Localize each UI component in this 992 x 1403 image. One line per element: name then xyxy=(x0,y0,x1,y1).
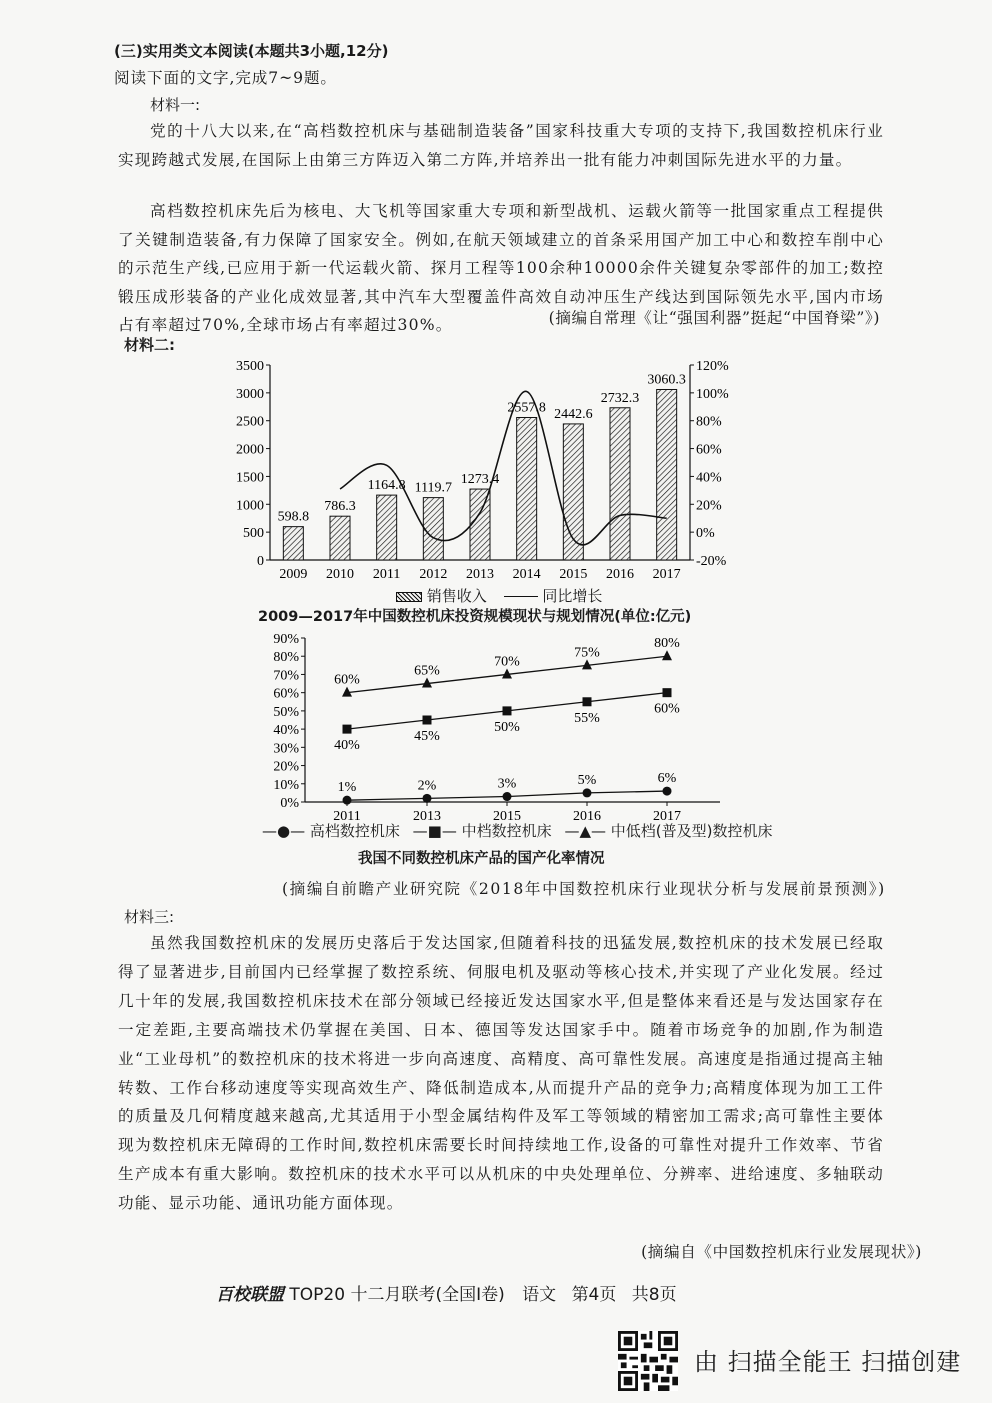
material3-label: 材料三: xyxy=(124,908,175,926)
scanner-watermark-text: 由 扫描全能王 扫描创建 xyxy=(694,1348,962,1376)
page-number: 第4页 xyxy=(571,1285,617,1305)
x-tick-label: 2011 xyxy=(333,809,361,824)
bar-value-label: 1164.8 xyxy=(367,478,406,494)
x-tick-label: 2012 xyxy=(419,567,448,582)
point-label: 50% xyxy=(494,719,520,735)
legend-sales: 销售收入 xyxy=(426,587,487,605)
bar xyxy=(610,408,630,560)
bar-value-label: 1119.7 xyxy=(414,480,453,496)
legend-high-end: 高档数控机床 xyxy=(309,822,400,840)
subject: 语文 xyxy=(522,1285,557,1305)
y-tick-label: 30% xyxy=(273,741,299,757)
instruction: 阅读下面的文字,完成7~9题。 xyxy=(114,69,337,87)
x-tick-label: 2011 xyxy=(372,567,401,582)
bar xyxy=(330,516,350,560)
bar xyxy=(377,495,397,560)
sales-growth-chart xyxy=(220,355,760,585)
square-marker xyxy=(583,697,592,706)
circle-marker xyxy=(343,796,352,805)
x-tick-label: 2013 xyxy=(413,809,441,824)
triangle-marker xyxy=(662,650,672,660)
y-tick-label: 3000 xyxy=(236,386,264,402)
brand-logo: 百校联盟 xyxy=(216,1285,284,1305)
point-label: 60% xyxy=(334,672,360,688)
square-marker xyxy=(423,716,432,725)
y2-tick-label: 60% xyxy=(696,442,722,458)
bar-value-label: 786.3 xyxy=(324,499,356,515)
y-tick-label: 60% xyxy=(273,686,299,702)
y2-tick-label: 20% xyxy=(696,498,722,514)
material1-paragraph-2: 高档数控机床先后为核电、大飞机等国家重大专项和新型战机、运载火箭等一批国家重点工程提供了关键制造装备,有力保障了国家安全。例如,在航天领域建立的首条采用国产加工中心和数控车削中心的示范生产线,已应用于新一代运载火箭、探月工程等100余种10000余件关键复杂零部件的加工;数控锻压成形装备的产业化成效显著,其中汽车大型覆盖件高效自动冲压生产线达到国际领先水平,国内市场占有率超过70%,全球市场占有率超过30%。 xyxy=(118,202,884,335)
exam-name: TOP20 十二月联考(全国Ⅰ卷) xyxy=(289,1285,505,1305)
point-label: 80% xyxy=(654,636,680,652)
y2-tick-label: -20% xyxy=(696,554,727,569)
point-label: 1% xyxy=(337,780,357,796)
x-tick-label: 2016 xyxy=(606,567,634,582)
y2-tick-label: 80% xyxy=(696,414,722,430)
legend-mid-end: 中档数控机床 xyxy=(461,822,552,840)
x-tick-label: 2015 xyxy=(493,809,521,824)
localization-rate-chart xyxy=(250,628,730,828)
page-footer xyxy=(216,1280,677,1305)
x-tick-label: 2017 xyxy=(653,809,681,824)
bar xyxy=(423,498,443,560)
point-label: 75% xyxy=(574,645,600,661)
legend-triangle-marker-icon: —▲— xyxy=(564,822,606,840)
material3-source: (摘编自《中国数控机床行业发展现状》) xyxy=(641,1243,922,1261)
bar-value-label: 2442.6 xyxy=(554,406,593,422)
point-label: 55% xyxy=(574,710,600,726)
legend-square-marker-icon: —■— xyxy=(412,822,457,840)
circle-marker xyxy=(663,787,672,796)
y2-tick-label: 100% xyxy=(696,386,729,402)
circle-marker xyxy=(583,788,592,797)
legend-circle-marker-icon: —●— xyxy=(262,822,306,840)
point-label: 45% xyxy=(414,729,440,744)
point-label: 40% xyxy=(334,738,360,754)
x-tick-label: 2015 xyxy=(559,567,588,582)
y-tick-label: 3500 xyxy=(236,359,264,374)
page-total: 共8页 xyxy=(631,1285,677,1305)
chart2-legend xyxy=(262,820,772,841)
y2-tick-label: 40% xyxy=(696,470,722,486)
y2-tick-label: 120% xyxy=(696,359,729,374)
material1-paragraph-1: 党的十八大以来,在“高档数控机床与基础制造装备”国家科技重大专项的支持下,我国数控机床行业实现跨越式发展,在国际上由第三方阵迈入第二方阵,并培养出一批有能力冲刺国际先进水平的力量。 xyxy=(118,122,884,169)
y-tick-label: 2500 xyxy=(236,414,264,430)
y-tick-label: 40% xyxy=(273,723,299,739)
legend-bar-swatch-icon xyxy=(396,592,422,602)
x-tick-label: 2010 xyxy=(326,567,354,582)
bar xyxy=(283,527,303,560)
y-tick-label: 90% xyxy=(273,632,299,647)
material3-paragraph: 虽然我国数控机床的发展历史落后于发达国家,但随着科技的迅猛发展,数控机床的技术发展已经取得了显著进步,目前国内已经掌握了数控系统、伺服电机及驱动等核心技术,并实现了产业化发展。经过几十年的发展,我国数控机床技术在部分领域已经接近发达国家水平,但是整体来看还是与发达国家存在一定差距,主要高端技术仍掌握在美国、日本、德国等发达国家手中。随着市场竞争的加剧,作为制造业“工业母机”的数控机床的技术将进一步向高速度、高精度、高可靠性发展。高速度是指通过提高主轴转数、工作台移动速度等实现高效生产、降低制造成本,从而提升产品的竞争力;高精度体现为加工工件的质量及几何精度越来越高,尤其适用于小型金属结构件及军工等领域的精密加工需求;高可靠性主要体现为数控机床无障碍的工作时间,数控机床需要长时间持续地工作,设备的可靠性对提升工作效率、节省生产成本有重大影响。数控机床的技术水平可以从机床的中央处理单位、分辨率、进给速度、多轴联动功能、显示功能、通讯功能方面体现。 xyxy=(118,934,884,1213)
bar-value-label: 2557.8 xyxy=(507,400,546,416)
bar-value-label: 3060.3 xyxy=(647,372,686,388)
legend-growth: 同比增长 xyxy=(542,587,603,605)
material2-source: (摘编自前瞻产业研究院《2018年中国数控机床行业现状分析与发展前景预测》) xyxy=(282,880,886,898)
chart2-title: 我国不同数控机床产品的国产化率情况 xyxy=(358,851,605,867)
x-tick-label: 2013 xyxy=(466,567,494,582)
point-label: 6% xyxy=(657,771,677,787)
point-label: 70% xyxy=(494,654,520,670)
bar-value-label: 1273.4 xyxy=(460,472,500,488)
y2-tick-label: 0% xyxy=(696,526,715,542)
legend-low-end: 中低档(普及型)数控机床 xyxy=(610,822,773,840)
material1-label: 材料一: xyxy=(150,96,201,114)
y-tick-label: 0% xyxy=(280,796,299,811)
material1-source: (摘编自常理《让“强国利器”挺起“中国脊梁”》) xyxy=(548,309,880,327)
y-tick-label: 0 xyxy=(257,554,264,569)
bar xyxy=(517,417,537,560)
circle-marker xyxy=(423,794,432,803)
bar-value-label: 2732.3 xyxy=(600,390,640,406)
point-label: 2% xyxy=(417,778,437,794)
chart1-title: 2009—2017年中国数控机床投资规模现状与规划情况(单位:亿元) xyxy=(258,609,692,625)
y-tick-label: 2000 xyxy=(236,442,264,458)
bar xyxy=(470,489,490,560)
point-label: 60% xyxy=(654,701,680,717)
point-label: 5% xyxy=(577,772,597,788)
y-tick-label: 10% xyxy=(273,777,299,793)
x-tick-label: 2009 xyxy=(279,567,308,582)
legend-line-swatch-icon xyxy=(504,596,538,597)
y-tick-label: 70% xyxy=(273,668,299,684)
y-tick-label: 20% xyxy=(273,759,299,775)
y-tick-label: 1500 xyxy=(236,470,264,486)
section-heading: (三)实用类文本阅读(本题共3小题,12分) xyxy=(114,42,389,60)
bar xyxy=(657,389,677,560)
y-tick-label: 80% xyxy=(273,650,299,666)
circle-marker xyxy=(503,792,512,801)
y-tick-label: 50% xyxy=(273,704,299,720)
x-tick-label: 2017 xyxy=(652,567,681,582)
x-tick-label: 2016 xyxy=(573,809,601,824)
chart1-legend xyxy=(396,585,602,606)
bar-value-label: 598.8 xyxy=(277,509,310,525)
square-marker xyxy=(503,706,512,715)
material2-label: 材料二: xyxy=(124,336,175,354)
square-marker xyxy=(343,725,352,734)
x-tick-label: 2014 xyxy=(512,567,541,582)
y-tick-label: 500 xyxy=(243,526,264,542)
qr-code-icon xyxy=(618,1331,678,1391)
y-tick-label: 1000 xyxy=(236,498,264,514)
point-label: 3% xyxy=(497,776,517,792)
square-marker xyxy=(663,688,672,697)
point-label: 65% xyxy=(414,663,440,679)
